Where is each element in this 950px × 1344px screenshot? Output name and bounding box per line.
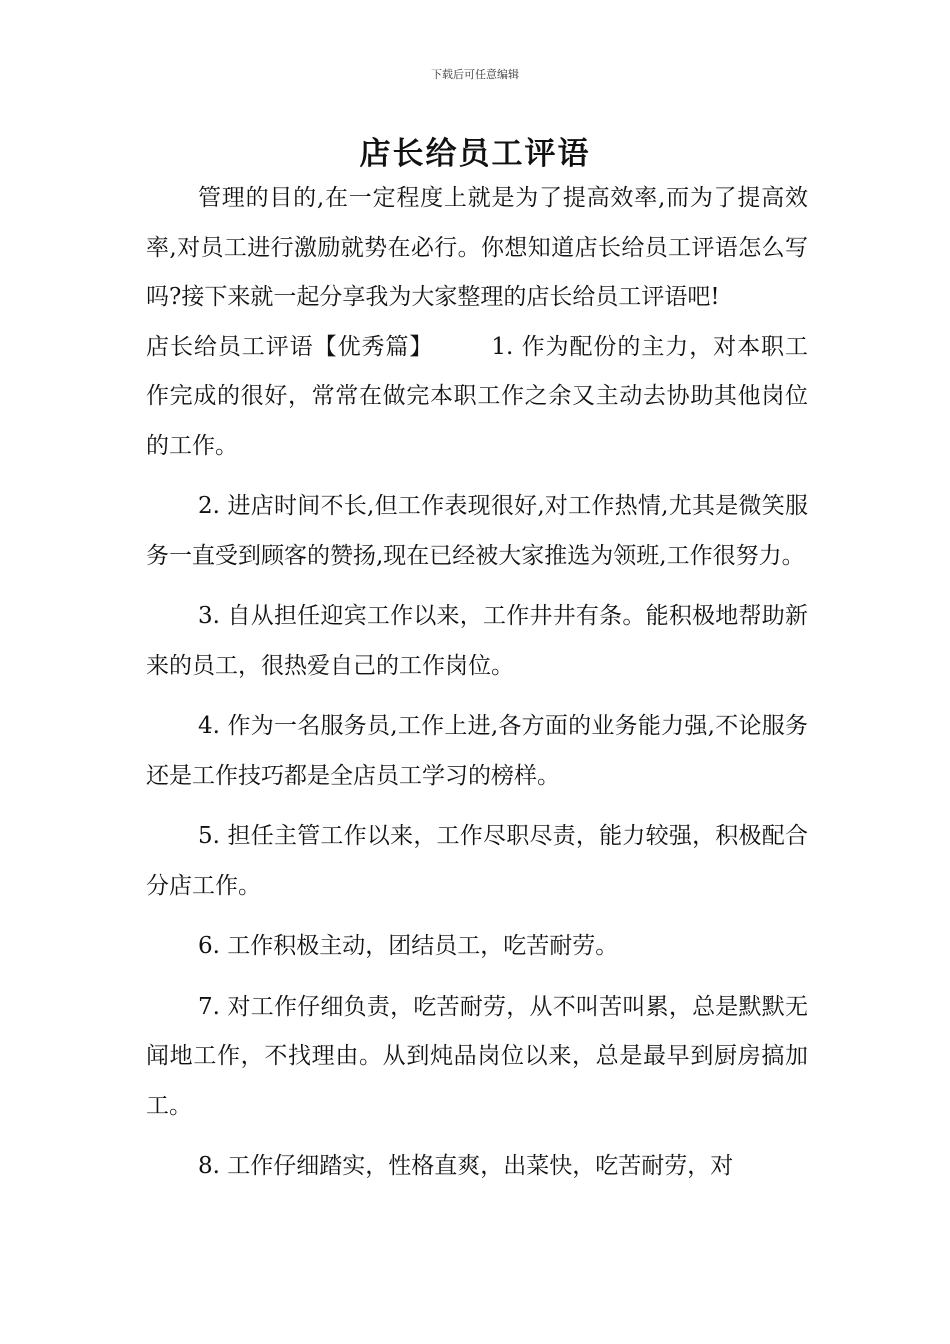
section-paragraph [146,323,808,472]
item-3: 3. 自从担任迎宾工作以来，工作井井有条。能积极地帮助新来的员工，很热爱自己的工作岗位。 [146,603,808,679]
document-body [146,174,808,1192]
section-heading: 店长给员工评语【优秀篇】 [146,333,434,360]
item-7: 7. 对工作仔细负责，吃苦耐劳，从不叫苦叫累，总是默默无闻地工作，不找理由。从到炖品岗位以来，总是最早到厨房搞加工。 [146,993,808,1119]
item-4: 4. 作为一名服务员,工作上进,各方面的业务能力强,不论服务还是工作技巧都是全店员工学习的榜样。 [146,713,808,789]
item-5: 5. 担任主管工作以来，工作尽职尽责，能力较强，积极配合分店工作。 [146,823,808,899]
item-2: 2. 进店时间不长,但工作表现很好,对工作热情,尤其是微笑服务一直受到顾客的赞扬,现在已经被大家推选为领班,工作很努力。 [146,493,808,569]
intro-paragraph: 管理的目的,在一定程度上就是为了提高效率,而为了提高效率,对员工进行激励就势在必行。你想知道店长给员工评语怎么写吗?接下来就一起分享我为大家整理的店长给员工评语吧! [146,185,808,310]
item-8: 8. 工作仔细踏实，性格直爽，出菜快，吃苦耐劳，对 [198,1153,734,1179]
header-note: 下载后可任意编辑 [431,68,519,81]
page-title: 店长给员工评语 [359,136,591,172]
item-6: 6. 工作积极主动，团结员工，吃苦耐劳。 [198,933,619,959]
item-1: 1. 作为配份的主力，对本职工作完成的很好，常常在做完本职工作之余又主动去协助其他岗位的工作。 [146,333,808,459]
